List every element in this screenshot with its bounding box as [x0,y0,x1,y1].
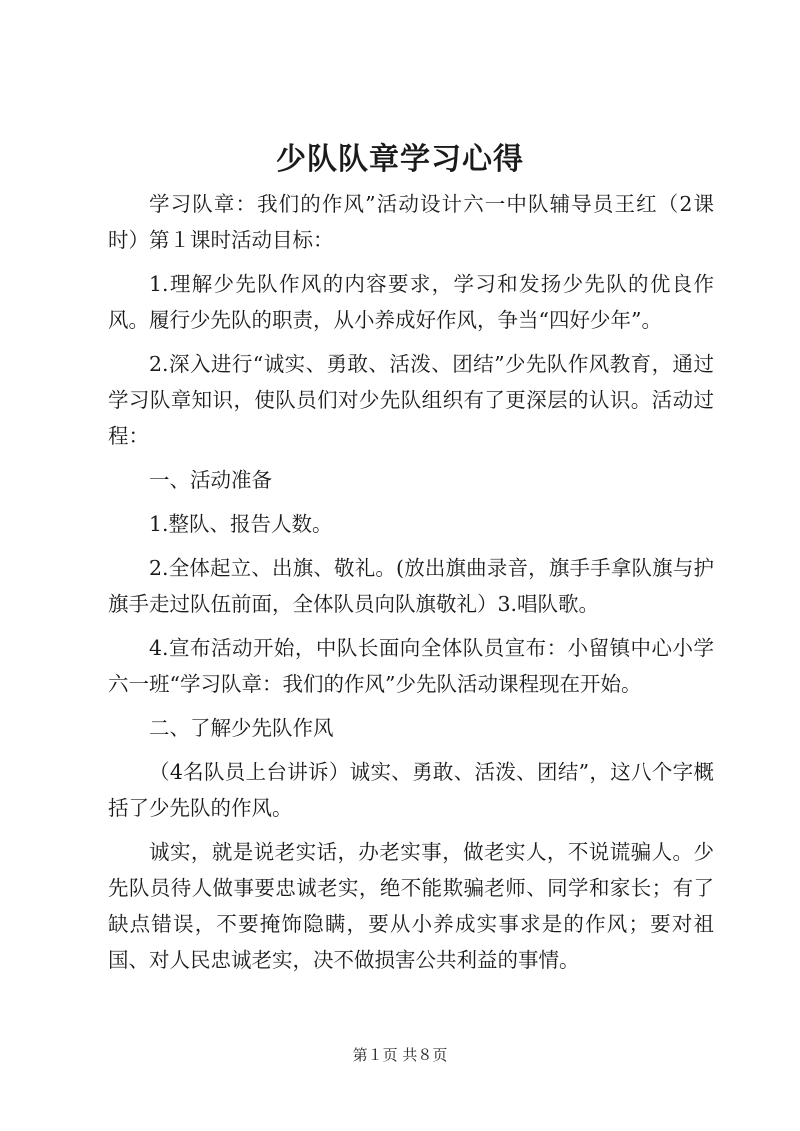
paragraph-step-4: 4.宣布活动开始，中队长面向全体队员宣布：小留镇中心小学六一班“学习队章：我们的作风”少先队活动课程现在开始。 [108,636,714,696]
paragraph-intro: 学习队章：我们的作风”活动设计六一中队辅导员王红（2课时）第１课时活动目标： [108,192,714,252]
document-body [108,186,714,986]
section-heading-understanding: 二、了解少先队作风 [149,716,334,740]
section-heading-preparation: 一、活动准备 [149,468,272,492]
document-title: 少队队章学习心得 [276,142,524,177]
paragraph-honesty: 诚实，就是说老实话，办老实事，做老实人，不说谎骗人。少先队员待人做事要忠诚老实，绝不能欺骗老师、同学和家长；有了缺点错误，不要掩饰隐瞒，要从小养成实事求是的作风；要对祖国、对人民忠诚老实，决不做损害公共利益的事情。 [108,840,714,972]
paragraph-step-1: 1.整队、报告人数。 [149,512,333,536]
paragraph-goal-2: 2.深入进行“诚实、勇敢、活泼、团结”少先队作风教育，通过学习队章知识，使队员们对少先队组织有了更深层的认识。活动过程： [108,352,714,448]
paragraph-presentation: （4名队员上台讲诉）诚实、勇敢、活泼、团结”，这八个字概括了少先队的作风。 [108,760,714,820]
paragraph-goal-1: 1.理解少先队作风的内容要求，学习和发扬少先队的优良作风。履行少先队的职责，从小养成好作风，争当“四好少年”。 [108,272,714,332]
page-number-footer: 第１页 共８页 [352,1046,448,1064]
paragraph-step-2: 2.全体起立、出旗、敬礼。(放出旗曲录音，旗手手拿队旗与护旗手走过队伍前面，全体队员向队旗敬礼）3.唱队歌。 [108,556,714,616]
